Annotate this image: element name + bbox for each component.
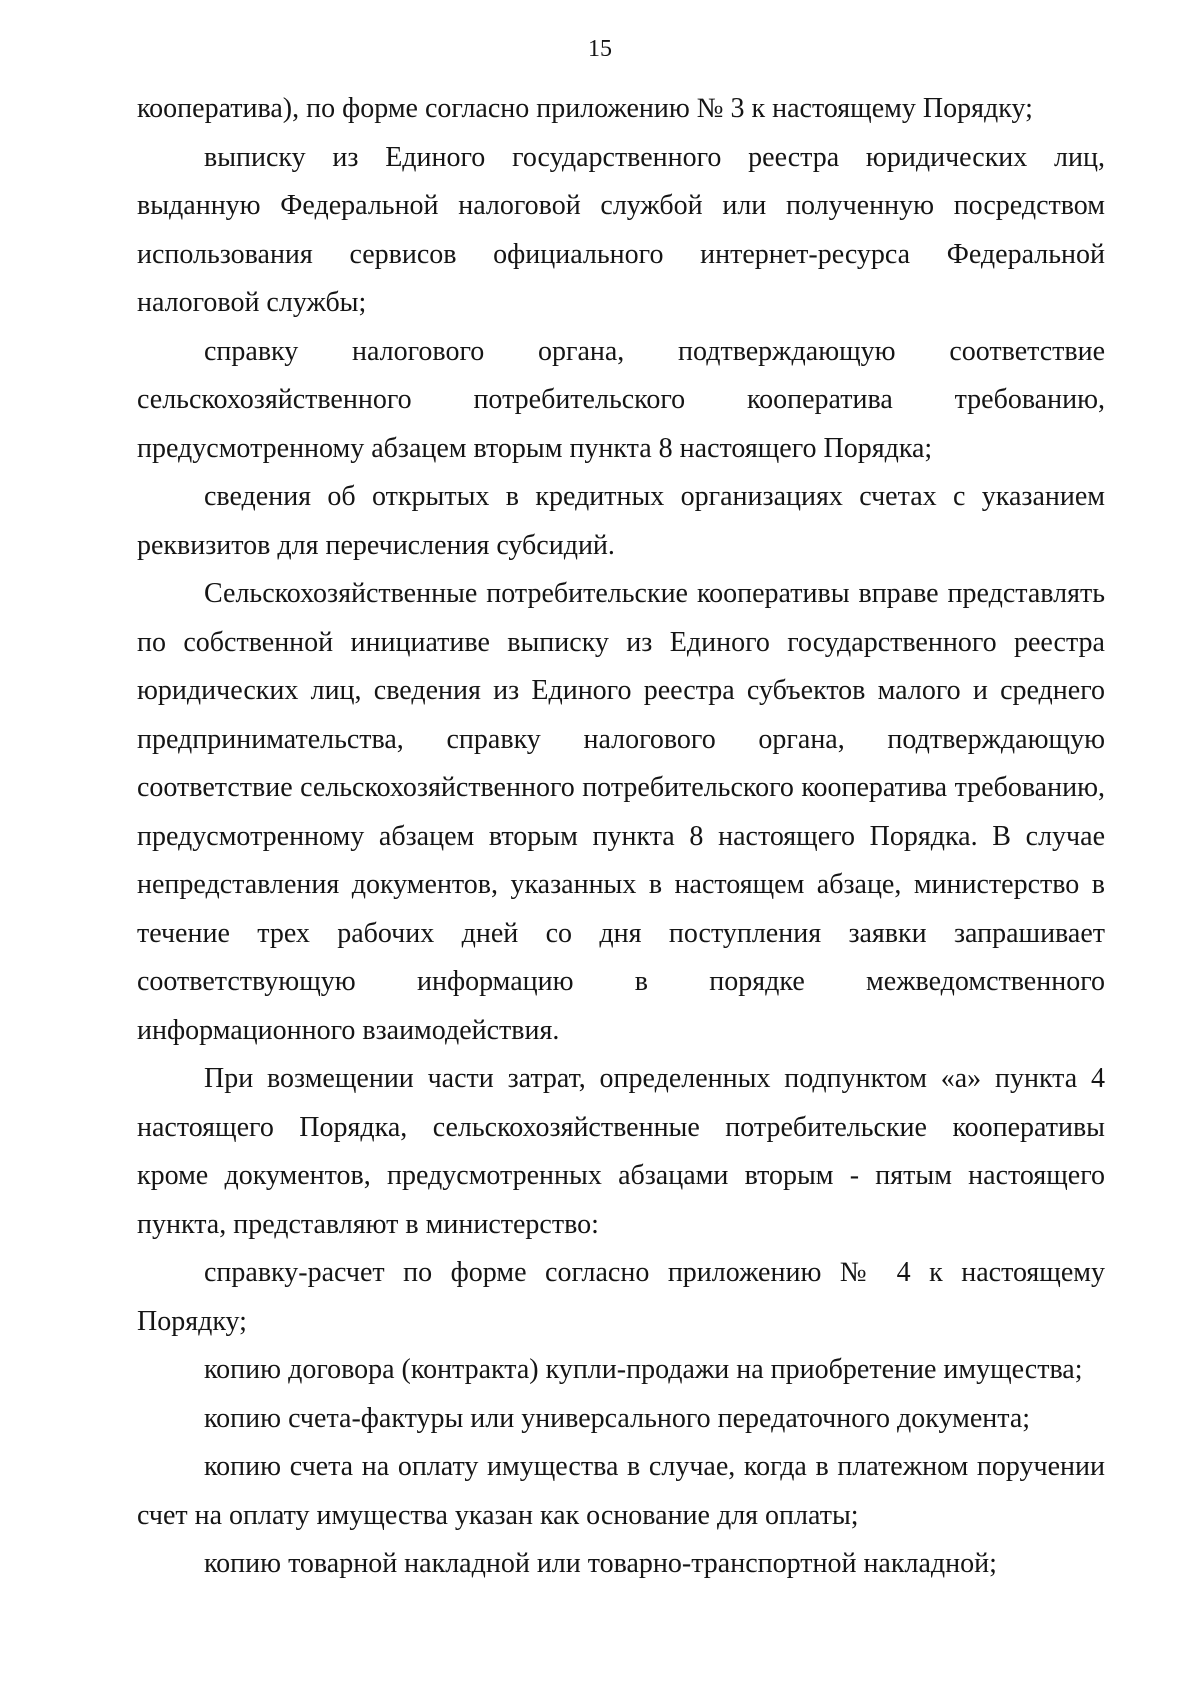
paragraph-payment-bill-copy: копию счета на оплату имущества в случае, когда в платежном поручении счет на оплату имущества указан как основание для оплаты; <box>137 1451 1105 1531</box>
document-body <box>137 85 1105 1589</box>
paragraph-tax-certificate: справку налогового органа, подтверждающую соответствие сельскохозяйственного потребительского кооператива требованию, предусмотренному абзацем вторым пункта 8 настоящего Порядка; <box>137 335 1105 464</box>
paragraph-cost-reimbursement: При возмещении части затрат, определенных подпунктом «а» пункта 4 настоящего Порядка, сельскохозяйственные потребительские кооперативы кроме документов, предусмотренных абзацами вторым - пятым настоящего пункта, представляют в министерство: <box>137 1063 1105 1240</box>
page-number: 15 <box>588 36 612 62</box>
paragraph-bank-accounts: сведения об открытых в кредитных организациях счетах с указанием реквизитов для перечисления субсидий. <box>137 481 1105 561</box>
paragraph-egrul-extract: выписку из Единого государственного реестра юридических лиц, выданную Федеральной налоговой службой или полученную посредством использования сервисов официального интернет-ресурса Федеральной налоговой службы; <box>137 141 1105 318</box>
paragraph-invoice-copy: копию счета-фактуры или универсального передаточного документа; <box>204 1402 1031 1434</box>
paragraph-contract-copy: копию договора (контракта) купли-продажи на приобретение имущества; <box>204 1354 1083 1385</box>
paragraph-waybill-copy: копию товарной накладной или товарно-транспортной накладной; <box>204 1548 997 1579</box>
paragraph-continuation: кооператива), по форме согласно приложению № 3 к настоящему Порядку; <box>137 93 1033 124</box>
paragraph-own-initiative: Сельскохозяйственные потребительские кооперативы вправе представлять по собственной инициативе выписку из Единого государственного реестра юридических лиц, сведения из Единого реестра субъектов малого и среднего предпринимательства, справку налогового органа, подтверждающую соответствие сельскохозяйственного потребительского кооператива требованию, предусмотренному абзацем вторым пункта 8 настоящего Порядка. В случае непредставления документов, указанных в настоящем абзаце, министерство в течение трех рабочих дней со дня поступления заявки запрашивает соответствующую информацию в порядке межведомственного информационного взаимодействия. <box>137 578 1105 1046</box>
paragraph-calculation-certificate: справку-расчет по форме согласно приложению № 4 к настоящему Порядку; <box>137 1257 1105 1337</box>
